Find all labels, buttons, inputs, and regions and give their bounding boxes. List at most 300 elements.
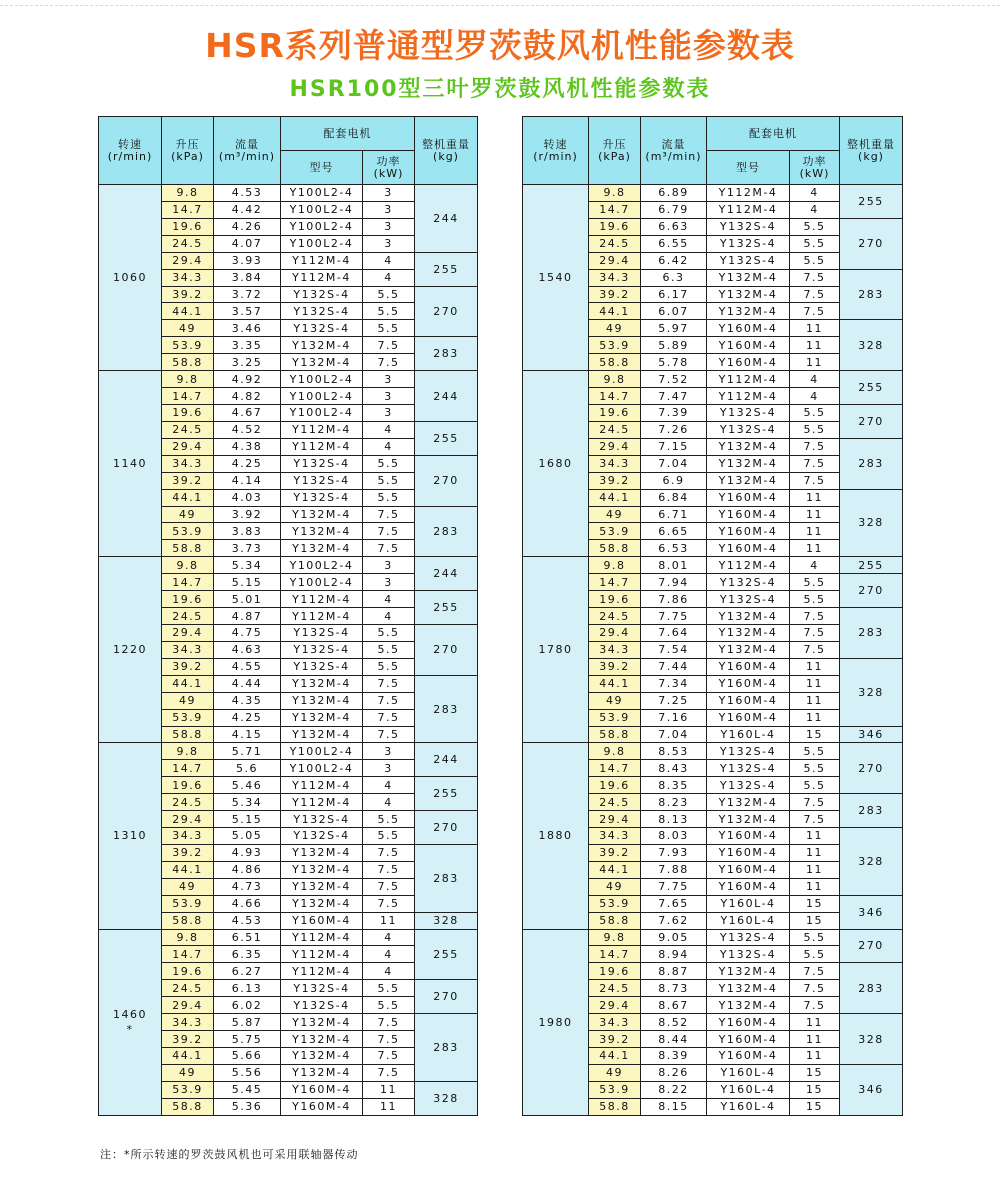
flow-cell: 4.73: [214, 878, 281, 895]
weight-cell: 270: [415, 980, 478, 1014]
flow-cell: 7.39: [641, 404, 707, 421]
model-cell: Y100L2-4: [281, 185, 363, 202]
flow-cell: 5.01: [214, 591, 281, 608]
pressure-cell: 44.1: [162, 303, 214, 320]
pressure-cell: 58.8: [162, 354, 214, 371]
power-cell: 3: [363, 218, 415, 235]
weight-cell: 270: [840, 404, 903, 438]
pressure-cell: 44.1: [162, 675, 214, 692]
power-cell: 4: [363, 438, 415, 455]
power-cell: 7.5: [790, 286, 840, 303]
speed-cell: [99, 557, 162, 743]
model-cell: Y112M-4: [281, 438, 363, 455]
model-cell: Y132M-4: [281, 1014, 363, 1031]
power-cell: 4: [363, 946, 415, 963]
model-cell: Y160M-4: [707, 523, 790, 540]
power-cell: 11: [790, 675, 840, 692]
pressure-cell: 29.4: [589, 252, 641, 269]
header-speed: 转速 (r/min): [523, 117, 589, 185]
pressure-cell: 24.5: [589, 421, 641, 438]
power-cell: 11: [790, 506, 840, 523]
flow-cell: 3.72: [214, 286, 281, 303]
flow-cell: 8.52: [641, 1014, 707, 1031]
power-cell: 5.5: [790, 929, 840, 946]
flow-cell: 5.15: [214, 811, 281, 828]
weight-cell: 283: [415, 675, 478, 743]
flow-cell: 7.25: [641, 692, 707, 709]
weight-cell: 283: [840, 963, 903, 1014]
header-flow: 流量 (m³/min): [641, 117, 707, 185]
pressure-cell: 53.9: [162, 895, 214, 912]
weight-cell: 270: [840, 574, 903, 608]
pressure-cell: 53.9: [589, 895, 641, 912]
power-cell: 7.5: [363, 1014, 415, 1031]
power-cell: 5.5: [790, 946, 840, 963]
flow-cell: 5.05: [214, 828, 281, 845]
flow-cell: 7.75: [641, 608, 707, 625]
pressure-cell: 29.4: [162, 438, 214, 455]
pressure-cell: 39.2: [589, 472, 641, 489]
model-cell: Y132M-4: [281, 1031, 363, 1048]
flow-cell: 6.51: [214, 929, 281, 946]
model-cell: Y132M-4: [707, 980, 790, 997]
speed-cell: [523, 929, 589, 1115]
flow-cell: 3.92: [214, 506, 281, 523]
power-cell: 7.5: [363, 1031, 415, 1048]
flow-cell: 4.14: [214, 472, 281, 489]
flow-cell: 3.57: [214, 303, 281, 320]
flow-cell: 7.52: [641, 371, 707, 388]
model-cell: Y160M-4: [707, 878, 790, 895]
pressure-cell: 39.2: [589, 844, 641, 861]
pressure-cell: 9.8: [162, 929, 214, 946]
model-cell: Y160L-4: [707, 1098, 790, 1115]
weight-cell: 328: [840, 1014, 903, 1065]
weight-cell: 244: [415, 185, 478, 253]
flow-cell: 4.25: [214, 455, 281, 472]
power-cell: 5.5: [363, 320, 415, 337]
flow-cell: 8.43: [641, 760, 707, 777]
flow-cell: 6.79: [641, 201, 707, 218]
pressure-cell: 24.5: [589, 608, 641, 625]
pressure-cell: 34.3: [162, 641, 214, 658]
flow-cell: 8.15: [641, 1098, 707, 1115]
flow-cell: 5.87: [214, 1014, 281, 1031]
model-cell: Y132M-4: [281, 540, 363, 557]
flow-cell: 3.73: [214, 540, 281, 557]
pressure-cell: 24.5: [589, 980, 641, 997]
power-cell: 5.5: [790, 760, 840, 777]
header-weight: 整机重量 (kg): [840, 117, 903, 185]
model-cell: Y160M-4: [707, 1014, 790, 1031]
power-cell: 11: [790, 1031, 840, 1048]
model-cell: Y132S-4: [281, 489, 363, 506]
model-cell: Y160L-4: [707, 912, 790, 929]
pressure-cell: 14.7: [162, 201, 214, 218]
flow-cell: 5.6: [214, 760, 281, 777]
power-cell: 5.5: [363, 303, 415, 320]
model-cell: Y160M-4: [707, 709, 790, 726]
power-cell: 11: [790, 354, 840, 371]
flow-cell: 5.45: [214, 1081, 281, 1098]
weight-cell: 346: [840, 726, 903, 743]
weight-cell: 255: [840, 557, 903, 574]
pressure-cell: 58.8: [162, 726, 214, 743]
flow-cell: 4.82: [214, 388, 281, 405]
model-cell: Y112M-4: [281, 608, 363, 625]
pressure-cell: 34.3: [589, 455, 641, 472]
model-cell: Y112M-4: [707, 371, 790, 388]
weight-cell: 328: [840, 489, 903, 557]
model-cell: Y160M-4: [707, 489, 790, 506]
flow-cell: 5.46: [214, 777, 281, 794]
pressure-cell: 49: [589, 506, 641, 523]
model-cell: Y112M-4: [281, 777, 363, 794]
flow-cell: 8.03: [641, 828, 707, 845]
model-cell: Y132M-4: [281, 861, 363, 878]
pressure-cell: 44.1: [589, 861, 641, 878]
model-cell: Y132M-4: [281, 1048, 363, 1065]
model-cell: Y160M-4: [707, 354, 790, 371]
pressure-cell: 39.2: [162, 658, 214, 675]
model-cell: Y100L2-4: [281, 557, 363, 574]
power-cell: 11: [790, 320, 840, 337]
page-subtitle: HSR100型三叶罗茨鼓风机性能参数表: [289, 77, 711, 102]
model-cell: Y160M-4: [707, 337, 790, 354]
flow-cell: 6.07: [641, 303, 707, 320]
flow-cell: 6.53: [641, 540, 707, 557]
pressure-cell: 58.8: [589, 354, 641, 371]
weight-cell: 270: [840, 929, 903, 963]
top-divider: [0, 5, 1000, 6]
model-cell: Y132S-4: [281, 303, 363, 320]
power-cell: 3: [363, 371, 415, 388]
power-cell: 7.5: [790, 624, 840, 641]
pressure-cell: 14.7: [589, 946, 641, 963]
flow-cell: 4.03: [214, 489, 281, 506]
pressure-cell: 58.8: [162, 912, 214, 929]
pressure-cell: 14.7: [162, 388, 214, 405]
speed-value: 1780: [538, 643, 573, 657]
pressure-cell: 49: [162, 1064, 214, 1081]
flow-cell: 3.25: [214, 354, 281, 371]
flow-cell: 8.67: [641, 997, 707, 1014]
model-cell: Y132S-4: [281, 320, 363, 337]
flow-cell: 3.35: [214, 337, 281, 354]
power-cell: 11: [790, 489, 840, 506]
power-cell: 5.5: [363, 658, 415, 675]
power-cell: 15: [790, 1064, 840, 1081]
pressure-cell: 34.3: [162, 455, 214, 472]
pressure-cell: 58.8: [162, 1098, 214, 1115]
pressure-cell: 53.9: [162, 337, 214, 354]
model-cell: Y132M-4: [707, 997, 790, 1014]
weight-cell: 283: [415, 1014, 478, 1082]
model-cell: Y132M-4: [281, 709, 363, 726]
power-cell: 11: [363, 1098, 415, 1115]
model-cell: Y160L-4: [707, 895, 790, 912]
flow-cell: 6.63: [641, 218, 707, 235]
flow-cell: 6.02: [214, 997, 281, 1014]
pressure-cell: 24.5: [162, 421, 214, 438]
model-cell: Y132M-4: [281, 692, 363, 709]
power-cell: 4: [363, 421, 415, 438]
pressure-cell: 39.2: [162, 844, 214, 861]
model-cell: Y100L2-4: [281, 218, 363, 235]
flow-cell: 5.89: [641, 337, 707, 354]
model-cell: Y132M-4: [281, 878, 363, 895]
model-cell: Y100L2-4: [281, 235, 363, 252]
pressure-cell: 49: [589, 692, 641, 709]
model-cell: Y112M-4: [707, 185, 790, 202]
power-cell: 7.5: [363, 692, 415, 709]
model-cell: Y160L-4: [707, 1064, 790, 1081]
weight-cell: 283: [415, 844, 478, 912]
flow-cell: 7.86: [641, 591, 707, 608]
flow-cell: 4.38: [214, 438, 281, 455]
pressure-cell: 24.5: [162, 794, 214, 811]
header-motor: 配套电机: [707, 117, 840, 151]
footnote: 注：*所示转速的罗茨鼓风机也可采用联轴器传动: [100, 1148, 359, 1161]
model-cell: Y132M-4: [281, 726, 363, 743]
table-body: [523, 185, 903, 1116]
model-cell: Y132S-4: [281, 624, 363, 641]
model-cell: Y100L2-4: [281, 404, 363, 421]
model-cell: Y132S-4: [281, 828, 363, 845]
pressure-cell: 9.8: [162, 743, 214, 760]
power-cell: 11: [790, 658, 840, 675]
model-cell: Y100L2-4: [281, 743, 363, 760]
header-flow: 流量 (m³/min): [214, 117, 281, 185]
flow-cell: 5.71: [214, 743, 281, 760]
model-cell: Y132M-4: [707, 963, 790, 980]
weight-cell: 255: [415, 777, 478, 811]
model-cell: Y132S-4: [707, 421, 790, 438]
power-cell: 4: [363, 608, 415, 625]
power-cell: 7.5: [363, 506, 415, 523]
pressure-cell: 24.5: [162, 235, 214, 252]
pressure-cell: 44.1: [589, 489, 641, 506]
pressure-cell: 34.3: [162, 1014, 214, 1031]
pressure-cell: 34.3: [162, 269, 214, 286]
model-cell: Y160M-4: [707, 692, 790, 709]
flow-cell: 4.63: [214, 641, 281, 658]
pressure-cell: 14.7: [162, 946, 214, 963]
flow-cell: 6.27: [214, 963, 281, 980]
speed-value: 1310: [113, 829, 147, 843]
flow-cell: 7.75: [641, 878, 707, 895]
pressure-cell: 19.6: [589, 963, 641, 980]
pressure-cell: 49: [589, 320, 641, 337]
pressure-cell: 49: [589, 1064, 641, 1081]
power-cell: 4: [363, 963, 415, 980]
power-cell: 11: [363, 1081, 415, 1098]
flow-cell: 3.93: [214, 252, 281, 269]
power-cell: 7.5: [790, 472, 840, 489]
flow-cell: 7.88: [641, 861, 707, 878]
model-cell: Y100L2-4: [281, 371, 363, 388]
weight-cell: 283: [840, 269, 903, 320]
pressure-cell: 39.2: [162, 286, 214, 303]
pressure-cell: 34.3: [162, 828, 214, 845]
power-cell: 11: [790, 1014, 840, 1031]
power-cell: 7.5: [363, 540, 415, 557]
power-cell: 7.5: [363, 1048, 415, 1065]
pressure-cell: 44.1: [162, 1048, 214, 1065]
flow-cell: 3.46: [214, 320, 281, 337]
flow-cell: 7.93: [641, 844, 707, 861]
power-cell: 5.5: [790, 777, 840, 794]
model-cell: Y132M-4: [281, 1064, 363, 1081]
model-cell: Y112M-4: [281, 421, 363, 438]
power-cell: 11: [790, 861, 840, 878]
model-cell: Y160M-4: [707, 828, 790, 845]
table-row: [523, 371, 903, 388]
model-cell: Y112M-4: [281, 794, 363, 811]
pressure-cell: 19.6: [162, 218, 214, 235]
model-cell: Y100L2-4: [281, 760, 363, 777]
model-cell: Y132M-4: [707, 641, 790, 658]
pressure-cell: 19.6: [589, 591, 641, 608]
pressure-cell: 29.4: [589, 997, 641, 1014]
power-cell: 3: [363, 760, 415, 777]
pressure-cell: 49: [162, 320, 214, 337]
power-cell: 11: [790, 337, 840, 354]
flow-cell: 4.93: [214, 844, 281, 861]
power-cell: 15: [790, 1081, 840, 1098]
pressure-cell: 58.8: [589, 1098, 641, 1115]
model-cell: Y132M-4: [281, 895, 363, 912]
speed-mark: *: [126, 1023, 134, 1037]
weight-cell: 255: [415, 252, 478, 286]
flow-cell: 6.9: [641, 472, 707, 489]
pressure-cell: 39.2: [589, 658, 641, 675]
power-cell: 7.5: [790, 980, 840, 997]
power-cell: 11: [790, 540, 840, 557]
power-cell: 5.5: [363, 641, 415, 658]
model-cell: Y112M-4: [281, 591, 363, 608]
model-cell: Y160M-4: [707, 658, 790, 675]
weight-cell: 283: [415, 337, 478, 371]
model-cell: Y132S-4: [281, 455, 363, 472]
flow-cell: 4.15: [214, 726, 281, 743]
pressure-cell: 29.4: [589, 624, 641, 641]
power-cell: 5.5: [790, 218, 840, 235]
flow-cell: 7.26: [641, 421, 707, 438]
weight-cell: 283: [840, 794, 903, 828]
model-cell: Y160M-4: [707, 1031, 790, 1048]
model-cell: Y160M-4: [707, 675, 790, 692]
flow-cell: 6.3: [641, 269, 707, 286]
flow-cell: 4.86: [214, 861, 281, 878]
power-cell: 5.5: [790, 743, 840, 760]
pressure-cell: 53.9: [162, 523, 214, 540]
pressure-cell: 58.8: [589, 540, 641, 557]
flow-cell: 4.75: [214, 624, 281, 641]
flow-cell: 4.87: [214, 608, 281, 625]
power-cell: 11: [790, 523, 840, 540]
power-cell: 7.5: [790, 269, 840, 286]
table-row: [523, 557, 903, 574]
model-cell: Y132M-4: [281, 337, 363, 354]
flow-cell: 7.65: [641, 895, 707, 912]
model-cell: Y132S-4: [707, 743, 790, 760]
model-cell: Y112M-4: [707, 557, 790, 574]
pressure-cell: 14.7: [162, 760, 214, 777]
speed-cell: [99, 743, 162, 929]
flow-cell: 3.84: [214, 269, 281, 286]
flow-cell: 5.36: [214, 1098, 281, 1115]
power-cell: 3: [363, 574, 415, 591]
power-cell: 3: [363, 235, 415, 252]
table-row: [523, 929, 903, 946]
flow-cell: 8.26: [641, 1064, 707, 1081]
flow-cell: 8.22: [641, 1081, 707, 1098]
weight-cell: 270: [415, 811, 478, 845]
model-cell: Y132M-4: [707, 286, 790, 303]
pressure-cell: 19.6: [589, 218, 641, 235]
model-cell: Y160M-4: [281, 912, 363, 929]
power-cell: 7.5: [790, 641, 840, 658]
pressure-cell: 19.6: [162, 777, 214, 794]
flow-cell: 5.34: [214, 557, 281, 574]
pressure-cell: 53.9: [589, 1081, 641, 1098]
power-cell: 5.5: [790, 421, 840, 438]
pressure-cell: 44.1: [162, 489, 214, 506]
power-cell: 7.5: [363, 523, 415, 540]
pressure-cell: 39.2: [589, 1031, 641, 1048]
weight-cell: 270: [415, 624, 478, 675]
model-cell: Y160M-4: [281, 1081, 363, 1098]
model-cell: Y132S-4: [281, 286, 363, 303]
model-cell: Y112M-4: [281, 963, 363, 980]
pressure-cell: 53.9: [589, 337, 641, 354]
flow-cell: 4.42: [214, 201, 281, 218]
power-cell: 5.5: [363, 624, 415, 641]
flow-cell: 5.75: [214, 1031, 281, 1048]
model-cell: Y160M-4: [707, 844, 790, 861]
flow-cell: 5.15: [214, 574, 281, 591]
weight-cell: 270: [840, 743, 903, 794]
pressure-cell: 19.6: [162, 591, 214, 608]
flow-cell: 6.35: [214, 946, 281, 963]
pressure-cell: 9.8: [589, 743, 641, 760]
model-cell: Y132M-4: [707, 303, 790, 320]
power-cell: 11: [790, 828, 840, 845]
model-cell: Y132S-4: [281, 658, 363, 675]
flow-cell: 5.34: [214, 794, 281, 811]
page-title: HSR系列普通型罗茨鼓风机性能参数表: [205, 26, 795, 65]
power-cell: 4: [363, 777, 415, 794]
header-power: 功率 (kW): [363, 151, 415, 185]
model-cell: Y132M-4: [707, 608, 790, 625]
header-power: 功率 (kW): [790, 151, 840, 185]
model-cell: Y100L2-4: [281, 201, 363, 218]
power-cell: 3: [363, 743, 415, 760]
flow-cell: 8.44: [641, 1031, 707, 1048]
model-cell: Y132M-4: [281, 506, 363, 523]
model-cell: Y132M-4: [281, 844, 363, 861]
power-cell: 4: [790, 185, 840, 202]
weight-cell: 283: [840, 438, 903, 489]
speed-cell: [99, 371, 162, 557]
pressure-cell: 49: [162, 506, 214, 523]
pressure-cell: 14.7: [589, 760, 641, 777]
speed-value: 1140: [113, 457, 147, 471]
weight-cell: 346: [840, 1064, 903, 1115]
model-cell: Y132S-4: [707, 404, 790, 421]
weight-cell: 328: [415, 1081, 478, 1115]
